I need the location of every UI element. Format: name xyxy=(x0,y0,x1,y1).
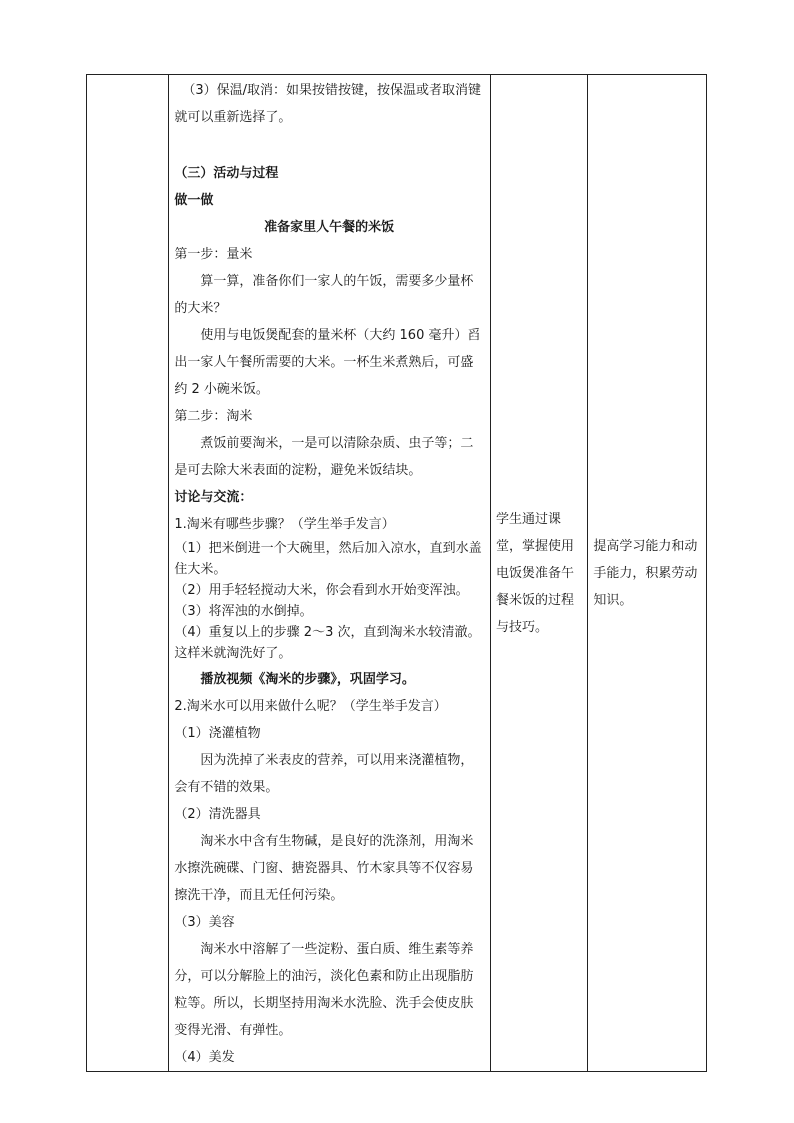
wash-step-2: （2）用手轻轻搅动大米，你会看到水开始变浑浊。 xyxy=(174,583,469,598)
wash-step-1: （1）把米倒进一个大碗里，然后加入凉水，直到水盖住大米。 xyxy=(174,541,482,577)
use-1-title: （1）浇灌植物 xyxy=(174,726,261,741)
use-3-text: 淘米水中溶解了一些淀粉、蛋白质、维生素等养分，可以分解脸上的油污，淡化色素和防止出现脂肪粒等。所以，长期坚持用淘米水洗脸、洗手会使皮肤变得光滑、有弹性。 xyxy=(174,942,474,1038)
question-2: 2.淘米水可以用来做什么呢？（学生举手发言） xyxy=(174,699,447,714)
student-activity-cell xyxy=(490,75,587,1072)
activity-title: 准备家里人午餐的米饭 xyxy=(264,220,395,235)
use-1-text: 因为洗掉了米表皮的营养，可以用来浇灌植物，会有不错的效果。 xyxy=(174,753,474,795)
use-4-title: （4）美发 xyxy=(174,1050,235,1065)
step2-paragraph: 煮饭前要淘米，一是可以清除杂质、虫子等；二是可去除大米表面的淀粉，避免米饭结块。 xyxy=(174,436,474,478)
step1-paragraph-2: 使用与电饭煲配套的量米杯（大约 160 毫升）舀出一家人午餐所需要的大米。一杯生米煮熟后，可盛约 2 小碗米饭。 xyxy=(174,328,481,397)
do-it-heading: 做一做 xyxy=(174,193,214,208)
discussion-heading: 讨论与交流： xyxy=(174,490,253,505)
step1-title: 第一步：量米 xyxy=(174,247,253,262)
teaching-content-cell xyxy=(169,75,491,1072)
use-3-title: （3）美容 xyxy=(174,915,235,930)
paragraph-keep-warm: （3）保温/取消：如果按错按键，按保温或者取消键就可以重新选择了。 xyxy=(174,83,482,125)
video-note: 播放视频《淘米的步骤》，巩固学习。 xyxy=(200,672,415,687)
stage-cell xyxy=(87,75,169,1072)
wash-step-3: （3）将浑浊的水倒掉。 xyxy=(174,604,313,619)
question-1: 1.淘米有哪些步骤？（学生举手发言） xyxy=(174,517,395,532)
wash-step-4: （4）重复以上的步骤 2～3 次，直到淘米水较清澈。这样米就淘洗好了。 xyxy=(174,625,481,661)
use-2-text: 淘米水中含有生物碱，是良好的洗涤剂，用淘米水擦洗碗碟、门窗、搪瓷器具、竹木家具等不仅容易擦洗干净，而且无任何污染。 xyxy=(174,834,474,903)
use-2-title: （2）清洗器具 xyxy=(174,807,261,822)
design-intent-text: 提高学习能力和动手能力，积累劳动知识。 xyxy=(593,538,698,608)
section-heading: （三）活动与过程 xyxy=(174,166,279,181)
student-activity-text: 学生通过课堂，掌握使用电饭煲准备午餐米饭的过程与技巧。 xyxy=(495,511,574,635)
step2-title: 第二步：淘米 xyxy=(174,409,253,424)
lesson-plan-table xyxy=(86,74,707,1072)
step1-paragraph-1: 算一算，准备你们一家人的午饭，需要多少量杯的大米？ xyxy=(174,274,474,316)
table-row xyxy=(87,75,707,1072)
design-intent-cell xyxy=(588,75,707,1072)
